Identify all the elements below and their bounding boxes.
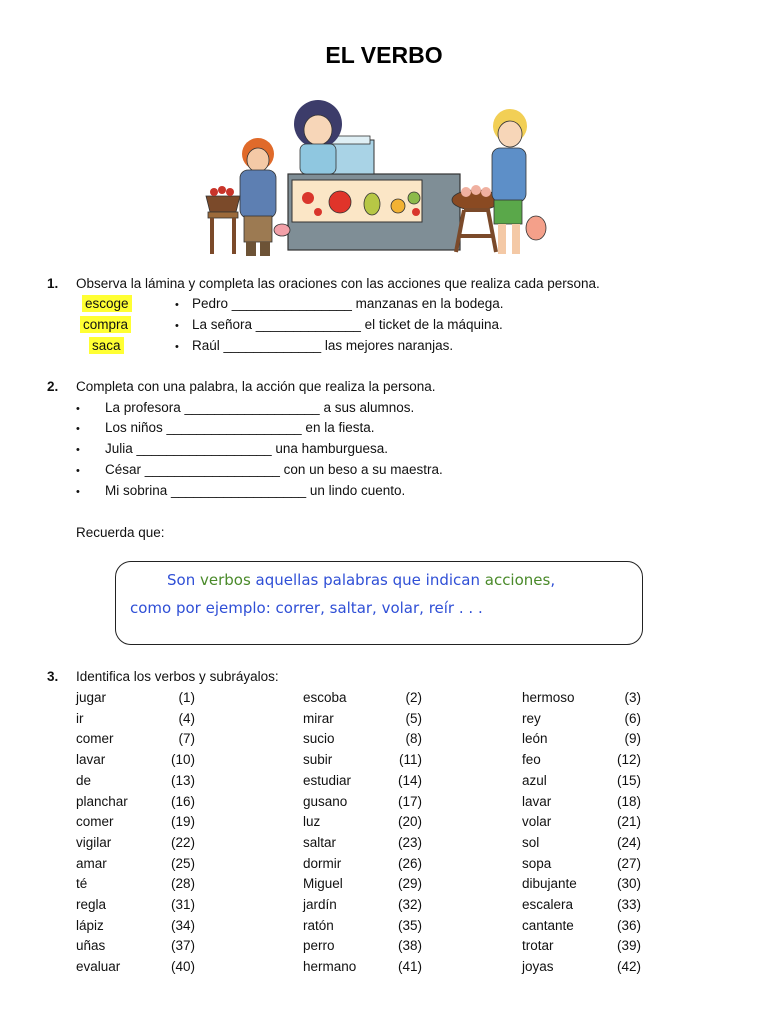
reminder-text: Son — [167, 571, 200, 589]
grid-number: (34) — [170, 918, 195, 933]
grid-word: león — [522, 731, 548, 746]
grid-word: ir — [76, 711, 84, 726]
grid-number: (2) — [405, 690, 422, 705]
grid-number: (8) — [405, 731, 422, 746]
grid-number: (28) — [170, 876, 195, 891]
grid-number: (30) — [616, 876, 641, 891]
grid-word: evaluar — [76, 959, 121, 974]
grid-number: (26) — [397, 856, 422, 871]
grid-number: (4) — [178, 711, 195, 726]
grid-number: (35) — [397, 918, 422, 933]
word-escoge — [82, 296, 132, 312]
grid-number: (17) — [397, 794, 422, 809]
grid-word: de — [76, 773, 92, 788]
grid-number: (7) — [178, 731, 195, 746]
grid-number: (20) — [397, 814, 422, 829]
grid-number: (16) — [170, 794, 195, 809]
grid-number: (9) — [624, 731, 641, 746]
reminder-keyword: verbos — [199, 571, 251, 589]
grid-number: (41) — [397, 959, 422, 974]
grid-number: (13) — [170, 773, 195, 788]
grid-number: (3) — [624, 690, 641, 705]
grid-number: (37) — [170, 938, 195, 953]
section-1-instruction: Observa la lámina y completa las oraciones con las acciones que realiza cada persona. — [76, 276, 600, 291]
word-compra — [80, 317, 131, 333]
grid-number: (23) — [397, 835, 422, 850]
grid-word: lavar — [522, 794, 552, 809]
grid-word: rey — [522, 711, 541, 726]
grid-word: lavar — [76, 752, 106, 767]
grid-word: ratón — [303, 918, 334, 933]
grid-word: mirar — [303, 711, 334, 726]
grid-word: cantante — [522, 918, 574, 933]
bullet-icon: • — [175, 341, 179, 353]
grid-number: (31) — [170, 897, 195, 912]
grid-number: (18) — [616, 794, 641, 809]
grid-number: (14) — [397, 773, 422, 788]
sentence-2-3: Julia __________________ una hamburguesa. — [105, 441, 388, 456]
grid-number: (5) — [405, 711, 422, 726]
reminder-keyword: acciones — [484, 571, 551, 589]
grid-number: (27) — [616, 856, 641, 871]
grid-word: saltar — [303, 835, 337, 850]
grid-word: sopa — [522, 856, 552, 871]
grid-word: escalera — [522, 897, 574, 912]
section-2-number: 2. — [47, 379, 59, 394]
bullet-icon: • — [76, 465, 80, 477]
grid-number: (15) — [616, 773, 641, 788]
sentence-2-2: Los niños __________________ en la fiesta. — [105, 420, 375, 435]
grid-number: (25) — [170, 856, 195, 871]
reminder-line-1 — [167, 571, 555, 589]
grid-word: perro — [303, 938, 335, 953]
grid-word: estudiar — [303, 773, 352, 788]
grid-number: (36) — [616, 918, 641, 933]
grid-word: azul — [522, 773, 547, 788]
bullet-icon: • — [175, 320, 179, 332]
bullet-icon: • — [76, 403, 80, 415]
section-3-instruction: Identifica los verbos y subráyalos: — [76, 669, 279, 684]
section-3-number: 3. — [47, 669, 59, 684]
grid-word: dormir — [303, 856, 342, 871]
sentence-2-1: La profesora __________________ a sus alumnos. — [105, 400, 415, 415]
grid-number: (1) — [178, 690, 195, 705]
grid-number: (42) — [616, 959, 641, 974]
reminder-line-2: como por ejemplo: correr, saltar, volar, reír . . . — [130, 599, 483, 617]
market-stall-illustration — [200, 96, 570, 266]
grid-word: feo — [522, 752, 541, 767]
grid-number: (39) — [616, 938, 641, 953]
recuerda-label: Recuerda que: — [76, 525, 165, 540]
grid-word: lápiz — [76, 918, 104, 933]
grid-number: (19) — [170, 814, 195, 829]
grid-word: hermoso — [522, 690, 575, 705]
word-saca — [89, 338, 124, 354]
grid-word: planchar — [76, 794, 128, 809]
grid-number: (40) — [170, 959, 195, 974]
grid-number: (11) — [398, 752, 422, 767]
grid-word: gusano — [303, 794, 348, 809]
grid-number: (32) — [397, 897, 422, 912]
bullet-icon: • — [175, 299, 179, 311]
grid-word: té — [76, 876, 88, 891]
grid-word: volar — [522, 814, 552, 829]
grid-number: (38) — [397, 938, 422, 953]
grid-word: comer — [76, 814, 114, 829]
grid-word: sucio — [303, 731, 335, 746]
section-1-number: 1. — [47, 276, 59, 291]
grid-word: sol — [522, 835, 540, 850]
grid-word: amar — [76, 856, 107, 871]
highlighted-word: saca — [89, 337, 124, 354]
bullet-icon: • — [76, 444, 80, 456]
page-title: EL VERBO — [325, 42, 443, 68]
sentence-1-3: Raúl _____________ las mejores naranjas. — [192, 338, 454, 353]
sentence-1-2: La señora ______________ el ticket de la máquina. — [192, 317, 503, 332]
grid-word: trotar — [522, 938, 554, 953]
grid-word: joyas — [522, 959, 554, 974]
grid-word: comer — [76, 731, 114, 746]
grid-word: hermano — [303, 959, 357, 974]
highlighted-word: escoge — [82, 295, 132, 312]
grid-word: escoba — [303, 690, 347, 705]
grid-number: (22) — [170, 835, 195, 850]
grid-number: (29) — [397, 876, 422, 891]
grid-number: (12) — [616, 752, 641, 767]
bullet-icon: • — [76, 486, 80, 498]
section-2-instruction: Completa con una palabra, la acción que realiza la persona. — [76, 379, 436, 394]
highlighted-word: compra — [80, 316, 131, 333]
grid-word: vigilar — [76, 835, 112, 850]
grid-word: regla — [76, 897, 107, 912]
grid-word: jugar — [76, 690, 107, 705]
grid-word: jardín — [303, 897, 337, 912]
grid-word: subir — [303, 752, 333, 767]
grid-number: (6) — [624, 711, 641, 726]
sentence-2-5: Mi sobrina __________________ un lindo cuento. — [105, 483, 406, 498]
grid-word: uñas — [76, 938, 106, 953]
reminder-text: , — [550, 571, 556, 589]
grid-number: (33) — [616, 897, 641, 912]
reminder-text: aquellas palabras que indican — [250, 571, 485, 589]
bullet-icon: • — [76, 423, 80, 435]
grid-number: (24) — [616, 835, 641, 850]
grid-word: luz — [303, 814, 321, 829]
grid-number: (21) — [616, 814, 641, 829]
sentence-2-4: César __________________ con un beso a su maestra. — [105, 462, 443, 477]
grid-word: dibujante — [522, 876, 577, 891]
grid-word: Miguel — [303, 876, 343, 891]
grid-number: (10) — [170, 752, 195, 767]
sentence-1-1: Pedro ________________ manzanas en la bodega. — [192, 296, 504, 311]
